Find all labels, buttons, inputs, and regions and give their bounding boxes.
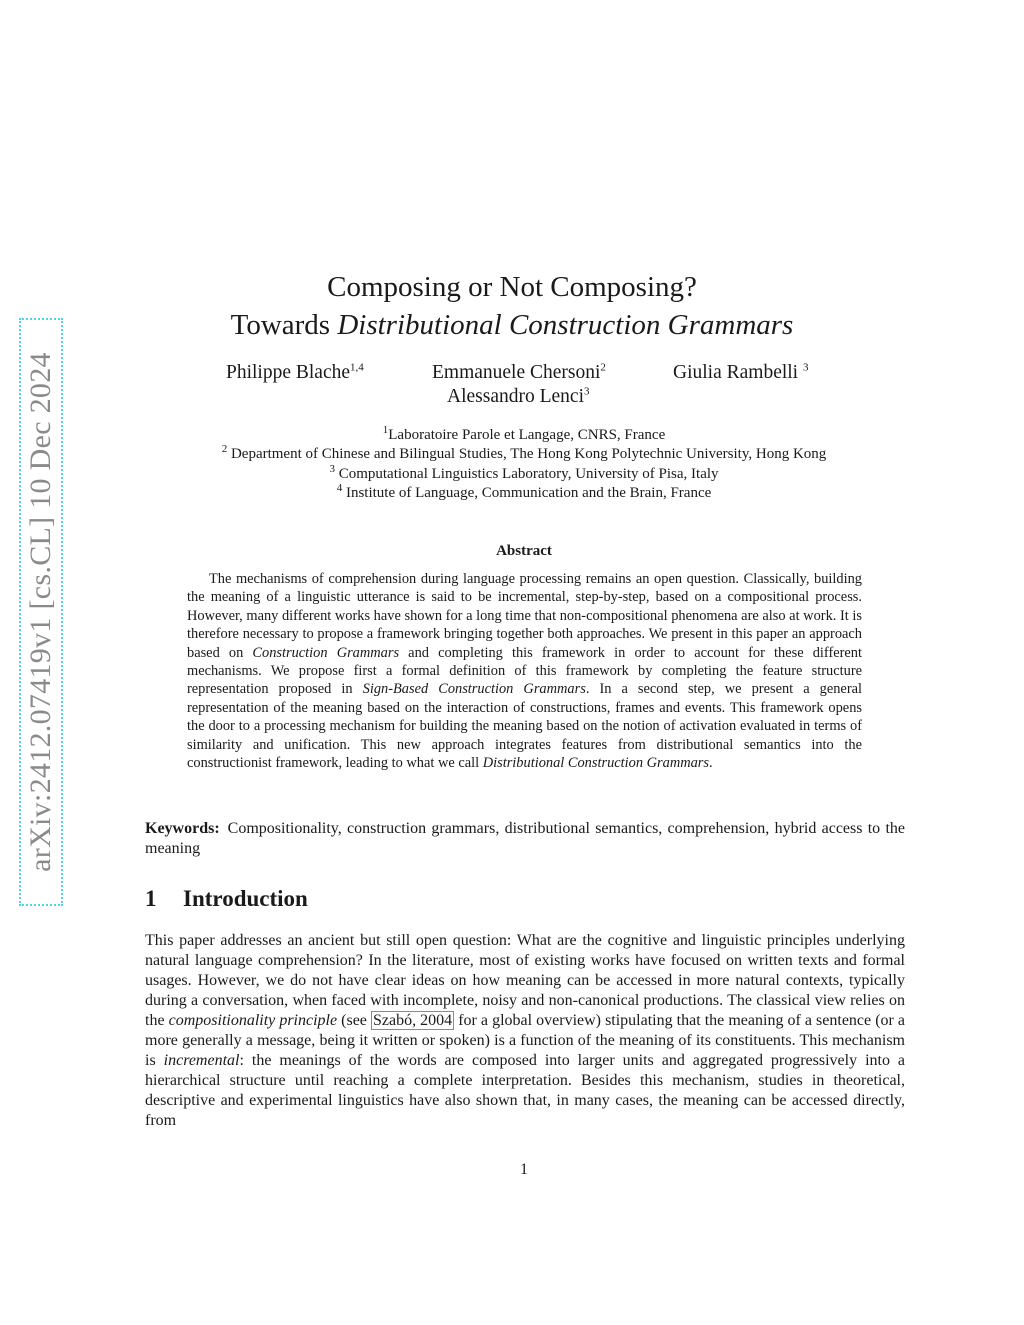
abstract-emphasis: Distributional Construction Grammars <box>482 755 709 772</box>
abstract-text: . In a second step, we present a general representation of the meaning based on the interaction of constructions, frames and events. This framework opens the door to a processing mechanism for building the meaning based on the notion of activation evaluated in terms of similarity and unification. This new approach integrates features from distributional semantics into the constructionist framework, leading to what we call <box>187 681 862 772</box>
title-line-2-plain: Towards <box>230 309 338 341</box>
intro-paragraph <box>145 931 905 1131</box>
author-name: Emmanuele Chersoni <box>432 362 601 383</box>
abstract-text: The mechanisms of comprehension during language processing remains an open question. Classically, building the meaning of a linguistic utterance is said to be incremental, step-by-step, based on a compositional process. However, many different works have shown for a long time that non-compositional phenomena are also at work. It is therefore necessary to propose a framework bringing together both approaches. We present in this paper an approach based on <box>187 571 862 661</box>
affiliation-3 <box>0 462 1024 484</box>
keywords-text: Compositionality, construction grammars, distributional semantics, comprehension, hybrid access to the meaning <box>145 820 905 857</box>
arxiv-identifier: arXiv:2412.07419v1 [cs.CL] 10 Dec 2024 <box>24 352 57 872</box>
affiliation-1 <box>0 426 1024 445</box>
abstract-emphasis: Construction Grammars <box>252 644 400 661</box>
affiliation-2 <box>0 445 1024 464</box>
paper-title <box>0 268 1024 344</box>
title-line-2-italic: Distributional Construction Grammars <box>337 309 794 341</box>
affiliations <box>0 426 1024 503</box>
keywords <box>145 819 905 859</box>
affiliation-text: Department of Chinese and Bilingual Studies, The Hong Kong Polytechnic University, Hong Kong <box>230 446 827 463</box>
author-sup: 3 <box>584 385 590 398</box>
abstract-text: . <box>709 755 713 772</box>
body-text: This paper addresses an ancient but still open question: What are the cognitive and linguistic principles underlying natural language comprehension? In the literature, most of existing works have focused on written texts and formal usages. However, we do not have clear ideas on how meaning can be accessed in more natural contexts, typically during a conversation, when faced with incomplete, noisy and non-canonical productions. The classical view relies on the <box>145 932 905 1029</box>
author-sup: 2 <box>600 361 606 374</box>
abstract-heading: Abstract <box>496 543 552 559</box>
affiliation-sup: 2 <box>221 443 228 456</box>
affiliation-text: Laboratoire Parole et Langage, CNRS, France <box>388 427 666 443</box>
title-line-1: Composing or Not Composing? <box>327 271 697 303</box>
title-line-2 <box>0 306 1024 344</box>
section-number: 1 <box>145 886 157 911</box>
body-emphasis: compositionality principle <box>168 1012 338 1029</box>
author-name: Philippe Blache <box>226 362 351 383</box>
affiliation-text: Institute of Language, Communication and the Brain, France <box>345 484 712 501</box>
author-sup: 1,4 <box>350 361 364 374</box>
citation-link[interactable]: Szabó, 2004 <box>372 1012 453 1029</box>
affiliation-4 <box>0 481 1024 503</box>
abstract-body <box>187 570 862 772</box>
author-blache <box>226 362 364 384</box>
author-sup: 3 <box>802 361 809 374</box>
author-chersoni <box>432 362 606 384</box>
body-text: (see <box>337 1012 371 1029</box>
abstract-emphasis: Sign-Based Construction Grammars <box>362 681 586 698</box>
abstract-text: and completing this framework in order to account for these different mechanisms. We propose first a formal definition of this framework by completing the feature structure representation proposed in <box>187 644 862 698</box>
affiliation-sup: 3 <box>329 462 335 475</box>
body-text: for a global overview) stipulating that the meaning of a sentence (or a more generally a message, being it written or spoken) is a function of the meaning of its constituents. This mechanism is <box>145 1012 906 1069</box>
section-heading <box>145 886 308 912</box>
keywords-label: Keywords: <box>145 820 220 837</box>
body-text: : the meanings of the words are composed into larger units and aggregated progressively into a hierarchical structure until reaching a complete interpretation. Besides this mechanism, studies in theoretical, descriptive and experimental linguistics have also shown that, in many cases, the meaning can be accessed directly, from <box>145 1052 906 1129</box>
affiliation-sup: 1 <box>382 424 389 436</box>
author-lenci <box>447 386 590 408</box>
author-rambelli <box>673 362 808 384</box>
author-name: Alessandro Lenci <box>447 386 584 407</box>
body-emphasis: incremental <box>163 1052 240 1069</box>
affiliation-sup: 4 <box>336 481 343 494</box>
author-name: Giulia Rambelli <box>673 362 799 383</box>
section-title: Introduction <box>183 886 308 911</box>
page-number: 1 <box>520 1161 528 1178</box>
affiliation-text: Computational Linguistics Laboratory, University of Pisa, Italy <box>338 465 719 482</box>
